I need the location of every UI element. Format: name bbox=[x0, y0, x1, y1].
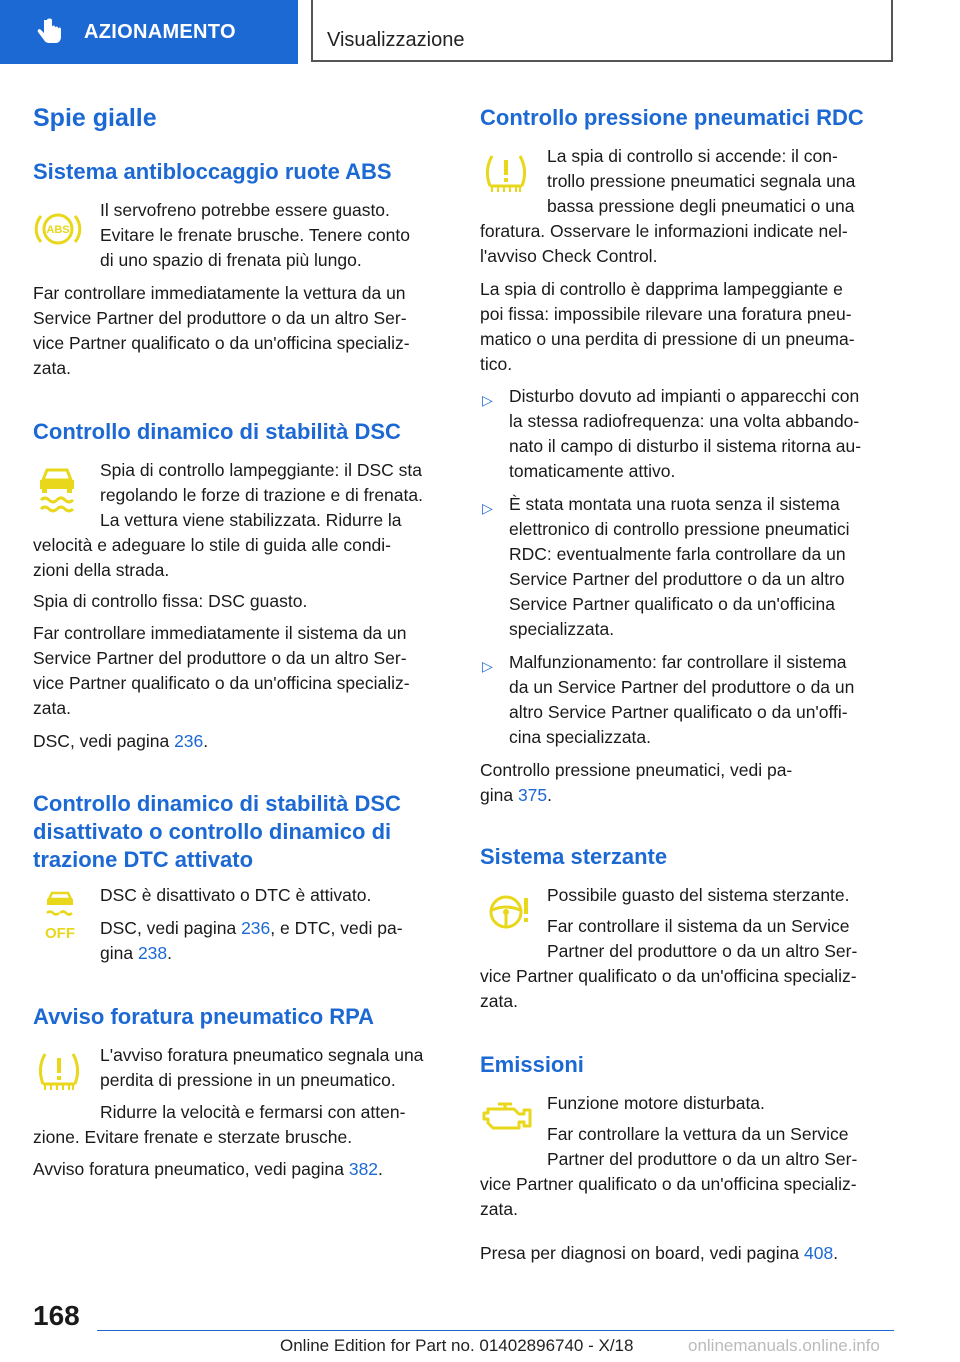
abs-line-3: di uno spazio di frenata più lungo. bbox=[100, 250, 362, 270]
rpa-page-ref bbox=[33, 1157, 383, 1182]
dsc-off-ref-line-2 bbox=[100, 941, 172, 966]
rdc-line-1: La spia di controllo si accende: il con- bbox=[547, 146, 838, 166]
page-number: 168 bbox=[33, 1300, 80, 1331]
rpa-ref-text: Avviso foratura pneumatico, vedi pagina bbox=[33, 1159, 349, 1179]
dsc-off-ref-line-1 bbox=[100, 916, 403, 941]
rdc-ref-end: . bbox=[547, 785, 553, 805]
rpa-ref-end: . bbox=[378, 1159, 383, 1179]
dsc-off-heading-line-1: Controllo dinamico di stabilità DSC bbox=[33, 791, 401, 816]
dsc-line-2: regolando le forze di trazione e di frenata. bbox=[100, 485, 423, 505]
rdc-bullet-1-line-3: nato il campo di disturbo il sistema ritorna au- bbox=[509, 436, 862, 456]
bullet-triangle-icon: ▷ bbox=[482, 392, 493, 408]
rdc-bullet-1-line-2: la stessa radiofrequenza: una volta abbando- bbox=[509, 411, 860, 431]
dsc-off-heading-line-2: disattivato o controllo dinamico di bbox=[33, 819, 392, 844]
abs-line-2: Evitare le frenate brusche. Tenere conto bbox=[100, 225, 411, 245]
watermark: onlinemanuals.online.info bbox=[688, 1336, 880, 1355]
rdc-p2-line-2: poi fissa: impossibile rilevare una foratura pneu- bbox=[480, 304, 852, 324]
rdc-bullet-3-line-4: cina specializzata. bbox=[509, 727, 652, 747]
dsc-line-3: La vettura viene stabilizzata. Ridurre la bbox=[100, 510, 402, 530]
bullet-triangle-icon: ▷ bbox=[482, 500, 493, 516]
footer-divider bbox=[97, 1330, 894, 1331]
page-title: Spie gialle bbox=[33, 104, 157, 132]
rdc-warning-icon bbox=[482, 150, 530, 198]
rdc-bullet-1-line-1: Disturbo dovuto ad impianti o apparecchi con bbox=[509, 386, 860, 406]
dsc-car-icon bbox=[35, 462, 79, 514]
emissions-p2-line-4: zata. bbox=[480, 1199, 518, 1219]
rdc-bullet-3-line-2: da un Service Partner del produttore o da un bbox=[509, 677, 855, 697]
steering-p2-line-1: Far controllare il sistema da un Service bbox=[547, 916, 850, 936]
dsc-off-line-1: DSC è disattivato o DTC è attivato. bbox=[100, 885, 372, 905]
dsc-ref-text: DSC, vedi pagina bbox=[33, 731, 175, 751]
dsc-p3-line-2: Service Partner del produttore o da un altro Ser- bbox=[33, 648, 407, 668]
abs-heading: Sistema antibloccaggio ruote ABS bbox=[33, 159, 392, 184]
rdc-bullet-2-line-1: È stata montata una ruota senza il sistema bbox=[509, 494, 840, 514]
dsc-line-1: Spia di controllo lampeggiante: il DSC sta bbox=[100, 460, 422, 480]
emissions-ref-text: Presa per diagnosi on board, vedi pagina bbox=[480, 1243, 804, 1263]
steering-p2-line-2: Partner del produttore o da un altro Ser- bbox=[547, 941, 858, 961]
dsc-off-icon bbox=[43, 889, 77, 941]
dsc-off-page-link-1[interactable]: 236 bbox=[241, 918, 271, 938]
dsc-p3-line-4: zata. bbox=[33, 698, 71, 718]
rdc-bullet-1-line-4: tomaticamente attivo. bbox=[509, 461, 676, 481]
rpa-p2-line-1: Ridurre la velocità e fermarsi con atten- bbox=[100, 1102, 406, 1122]
emissions-ref-end: . bbox=[833, 1243, 839, 1263]
abs-line-1: Il servofreno potrebbe essere guasto. bbox=[100, 200, 390, 220]
abs-warning-icon bbox=[33, 207, 83, 251]
dsc-ref-end: . bbox=[203, 731, 209, 751]
rdc-ref-line-1: Controllo pressione pneumatici, vedi pa- bbox=[480, 760, 793, 780]
steering-p2-line-3: vice Partner qualificato o da un'officina specializ- bbox=[480, 966, 857, 986]
rdc-bullet-2-line-2: elettronico di controllo pressione pneumatici bbox=[509, 519, 850, 539]
rdc-bullet-2-line-3: RDC: eventualmente farla controllare da un bbox=[509, 544, 846, 564]
section-tab bbox=[0, 0, 298, 64]
emissions-page-ref bbox=[480, 1241, 838, 1266]
steering-p2-line-4: zata. bbox=[480, 991, 518, 1011]
dsc-off-heading-line-3: trazione DTC attivato bbox=[33, 847, 254, 872]
rpa-heading: Avviso foratura pneumatico RPA bbox=[33, 1004, 375, 1029]
abs-p2-line-1: Far controllare immediatamente la vettura da un bbox=[33, 283, 406, 303]
dsc-off-ref-end: . bbox=[167, 943, 173, 963]
rdc-page-link[interactable]: 375 bbox=[517, 785, 548, 805]
dsc-page-link[interactable]: 236 bbox=[174, 731, 204, 751]
dsc-heading: Controllo dinamico di stabilità DSC bbox=[33, 419, 401, 444]
abs-p2-line-2: Service Partner del produttore o da un altro Ser- bbox=[33, 308, 407, 328]
rdc-p2-line-4: tico. bbox=[480, 354, 513, 374]
rdc-bullet-3-line-1: Malfunzionamento: far controllare il sistema bbox=[509, 652, 847, 672]
steering-heading: Sistema sterzante bbox=[480, 844, 668, 869]
rdc-bullet-2-line-5: Service Partner qualificato o da un'officina bbox=[509, 594, 835, 614]
rdc-line-2: trollo pressione pneumatici segnala una bbox=[547, 171, 856, 191]
dsc-page-ref bbox=[33, 729, 208, 754]
bullet-triangle-icon: ▷ bbox=[482, 658, 493, 674]
engine-warning-icon bbox=[482, 1098, 538, 1138]
dsc-line-5: zioni della strada. bbox=[33, 560, 170, 580]
footer-edition-text: Online Edition for Part no. 01402896740 - X/18 bbox=[280, 1336, 634, 1355]
rpa-page-link[interactable]: 382 bbox=[348, 1159, 379, 1179]
rpa-p2-line-2: zione. Evitare frenate e sterzate brusche. bbox=[33, 1127, 353, 1147]
abs-p2-line-4: zata. bbox=[33, 358, 71, 378]
rdc-heading: Controllo pressione pneumatici RDC bbox=[480, 105, 864, 130]
dsc-off-ref-mid: , e DTC, vedi pa- bbox=[270, 918, 403, 938]
hand-pointer-icon bbox=[36, 17, 66, 47]
steering-line-1: Possibile guasto del sistema sterzante. bbox=[547, 885, 850, 905]
emissions-p2-line-2: Partner del produttore o da un altro Ser- bbox=[547, 1149, 858, 1169]
emissions-line-1: Funzione motore disturbata. bbox=[547, 1093, 765, 1113]
abs-icon-text: ABS bbox=[46, 224, 70, 236]
rpa-line-1: L'avviso foratura pneumatico segnala una bbox=[100, 1045, 424, 1065]
chapter-label: Visualizzazione bbox=[327, 29, 465, 51]
rdc-ref-text: gina bbox=[480, 785, 518, 805]
rdc-p2-line-3: matico o una perdita di pressione di un pneuma- bbox=[480, 329, 855, 349]
dsc-off-ref-text-2: gina bbox=[100, 943, 138, 963]
rdc-line-3: bassa pressione degli pneumatici o una bbox=[547, 196, 855, 216]
emissions-page-link[interactable]: 408 bbox=[803, 1243, 834, 1263]
rdc-bullet-2-line-4: Service Partner del produttore o da un altro bbox=[509, 569, 845, 589]
emissions-p2-line-1: Far controllare la vettura da un Service bbox=[547, 1124, 849, 1144]
tire-pressure-warning-icon bbox=[35, 1048, 83, 1096]
rdc-bullet-2-line-6: specializzata. bbox=[509, 619, 615, 639]
dsc-p3-line-1: Far controllare immediatamente il sistema da un bbox=[33, 623, 407, 643]
steering-wheel-warning-icon bbox=[482, 890, 532, 934]
dsc-off-icon-text: OFF bbox=[45, 925, 75, 941]
dsc-off-page-link-2[interactable]: 238 bbox=[137, 943, 168, 963]
dsc-p3-line-3: vice Partner qualificato o da un'officina specializ- bbox=[33, 673, 410, 693]
rdc-line-5: l'avviso Check Control. bbox=[480, 246, 658, 266]
section-label: AZIONAMENTO bbox=[84, 20, 236, 43]
abs-p2-line-3: vice Partner qualificato o da un'officina specializ- bbox=[33, 333, 410, 353]
emissions-p2-line-3: vice Partner qualificato o da un'officina specializ- bbox=[480, 1174, 857, 1194]
rpa-line-2: perdita di pressione in un pneumatico. bbox=[100, 1070, 396, 1090]
rdc-p2-line-1: La spia di controllo è dapprima lampeggiante e bbox=[480, 279, 843, 299]
dsc-off-ref-text-1: DSC, vedi pagina bbox=[100, 918, 242, 938]
rdc-page-ref bbox=[480, 783, 552, 808]
dsc-line-4: velocità e adeguare lo stile di guida alle condi- bbox=[33, 535, 392, 555]
rdc-bullet-3-line-3: altro Service Partner qualificato o da un'offi- bbox=[509, 702, 848, 722]
emissions-heading: Emissioni bbox=[480, 1052, 584, 1077]
rdc-line-4: foratura. Osservare le informazioni indicate nel- bbox=[480, 221, 848, 241]
chapter-header bbox=[311, 0, 893, 62]
dsc-p2: Spia di controllo fissa: DSC guasto. bbox=[33, 591, 308, 611]
